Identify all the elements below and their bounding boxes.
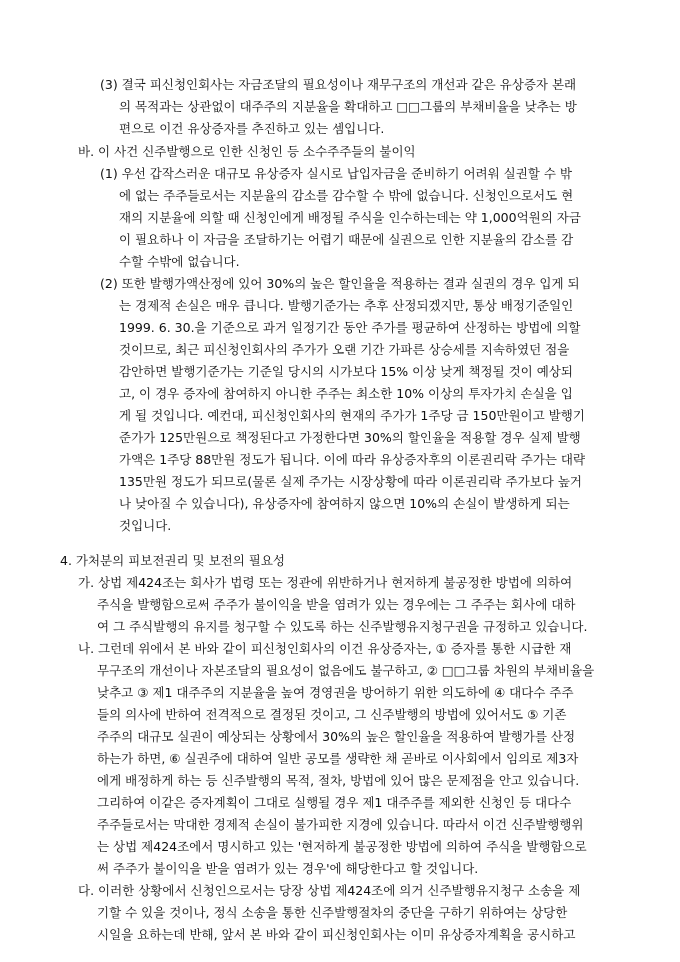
text-line: 여 그 주식발행의 유지를 청구할 수 있도록 하는 신주발행유지청구권을 규정하고 있습니다. [97,619,588,634]
text-line: 고, 이 경우 증자에 참여하지 아니한 주주는 최소한 10% 이상의 투자가치 손실을 입 [119,386,573,401]
section-heading: 바. 이 사건 신주발행으로 인한 신청인 등 소수주주들의 불이익 [78,144,416,159]
text-line: 의 목적과는 상관없이 대주주의 지분율을 확대하고 □□그룹의 부채비율을 낮추는 방 [119,99,577,114]
text-line: 감안하면 발행기준가는 기준일 당시의 시가보다 15% 이상 낮게 책정될 것이 예상되 [119,364,573,379]
text-line: (2) 또한 발행가액산정에 있어 30%의 높은 할인율을 적용하는 결과 실권의 경우 입게 되 [100,276,580,291]
text-line: 1999. 6. 30.을 기준으로 과거 일정기간 동안 주가를 평균하여 산정하는 방법에 의할 [119,320,581,335]
text-line: 것입니다. [119,518,172,533]
text-line: 주식을 발행함으로써 주주가 불이익을 받을 염려가 있는 경우에는 그 주주는 회사에 대하 [97,597,576,612]
text-line: 가. 상법 제424조는 회사가 법령 또는 정관에 위반하거나 현저하게 불공정한 방법에 의하여 [78,575,573,590]
text-line: 수할 수밖에 없습니다. [119,254,240,269]
text-line: 들의 의사에 반하여 전격적으로 결정된 것이고, 그 신주발행의 방법에 있어서도 ⑤ 기존 [97,707,567,722]
text-line: 는 경제적 손실은 매우 큽니다. 발행기준가는 추후 산정되겠지만, 통상 배정기준일인 [119,298,574,313]
text-line: 이 필요하나 이 자금을 조달하기는 어렵기 때문에 실권으로 인한 지분율의 감소를 감 [119,232,574,247]
text-line: 에게 배정하게 하는 등 신주발행의 목적, 절차, 방법에 있어 많은 문제점을 안고 있습니다. [97,773,580,788]
text-line: (3) 결국 피신청인회사는 자금조달의 필요성이나 재무구조의 개선과 같은 유상증자 본래 [100,77,577,92]
text-line: 것이므로, 최근 피신청인회사의 주가가 오랜 기간 가파른 상승세를 지속하였던 점을 [119,342,570,357]
text-line: 하는가 하면, ⑥ 실권주에 대하여 일반 공모를 생략한 채 곧바로 이사회에서 임의로 제3자 [97,751,579,766]
text-line: 에 없는 주주들로서는 지분율의 감소를 감수할 수 밖에 없습니다. 신청인으로서도 현 [119,188,574,203]
text-line: 135만원 정도가 되므로(물론 실제 주가는 시장상황에 따라 이론권리락 주가보다 높거 [119,474,582,489]
text-line: 그리하여 이같은 증자계획이 그대로 실행될 경우 제1 대주주를 제외한 신청인 등 대다수 [97,795,572,810]
text-line: 다. 이러한 상황에서 신청인으로서는 당장 상법 제424조에 의거 신주발행유지청구 소송을 제 [78,883,581,898]
text-line: 는 상법 제424조에서 명시하고 있는 '현저하게 불공정한 방법에 의하여 주식을 발행함으로 [97,839,587,854]
text-line: 주주의 대규모 실권이 예상되는 상황에서 30%의 높은 할인율을 적용하여 발행가를 산정 [97,729,576,744]
text-line: 편으로 이건 유상증자를 추진하고 있는 셈입니다. [119,121,385,136]
text-line: 무구조의 개선이나 자본조달의 필요성이 없음에도 불구하고, ② □□그룹 차원의 부채비율을 [97,663,595,678]
text-line: 재의 지분율에 의할 때 신청인에게 배정될 주식을 인수하는데는 약 1,000억원의 자금 [119,210,581,225]
text-line: 써 주주가 불이익을 받을 염려가 있는 경우'에 해당한다고 할 것입니다. [97,861,479,876]
text-line: 낮추고 ③ 제1 대주주의 지분율을 높여 경영권을 방어하기 위한 의도하에 ④ 대다수 주주 [97,685,574,700]
text-line: 기할 수 있을 것이나, 정식 소송을 통한 신주발행절차의 중단을 구하기 위하여는 상당한 [97,905,568,920]
text-line: (1) 우선 갑작스러운 대규모 유상증자 실시로 납입자금을 준비하기 어려워 실권할 수 밖 [100,166,572,181]
section-heading: 4. 가처분의 피보전권리 및 보전의 필요성 [60,553,285,568]
text-line: 준가가 125만원으로 책정된다고 가정한다면 30%의 할인율을 적용할 경우 실제 발행 [119,430,581,445]
text-line: 주주들로서는 막대한 경제적 손실이 불가피한 지경에 있습니다. 따라서 이건 신주발행행위 [97,817,584,832]
text-line: 게 될 것입니다. 예컨대, 피신청인회사의 현재의 주가가 1주당 금 150만원이고 발행기 [119,408,585,423]
text-line: 시일을 요하는데 반해, 앞서 본 바와 같이 피신청인회사는 이미 유상증자계획을 공시하고 [97,927,576,942]
text-line: 가액은 1주당 88만원 정도가 됩니다. 이에 따라 유상증자후의 이론권리락 주가는 대략 [119,452,586,467]
text-line: 나. 그런데 위에서 본 바와 같이 피신청인회사의 이건 유상증자는, ① 증자를 통한 시급한 재 [78,641,572,656]
text-line: 나 낮아질 수 있습니다), 유상증자에 참여하지 않으면 10%의 손실이 발생하게 되는 [119,496,570,511]
